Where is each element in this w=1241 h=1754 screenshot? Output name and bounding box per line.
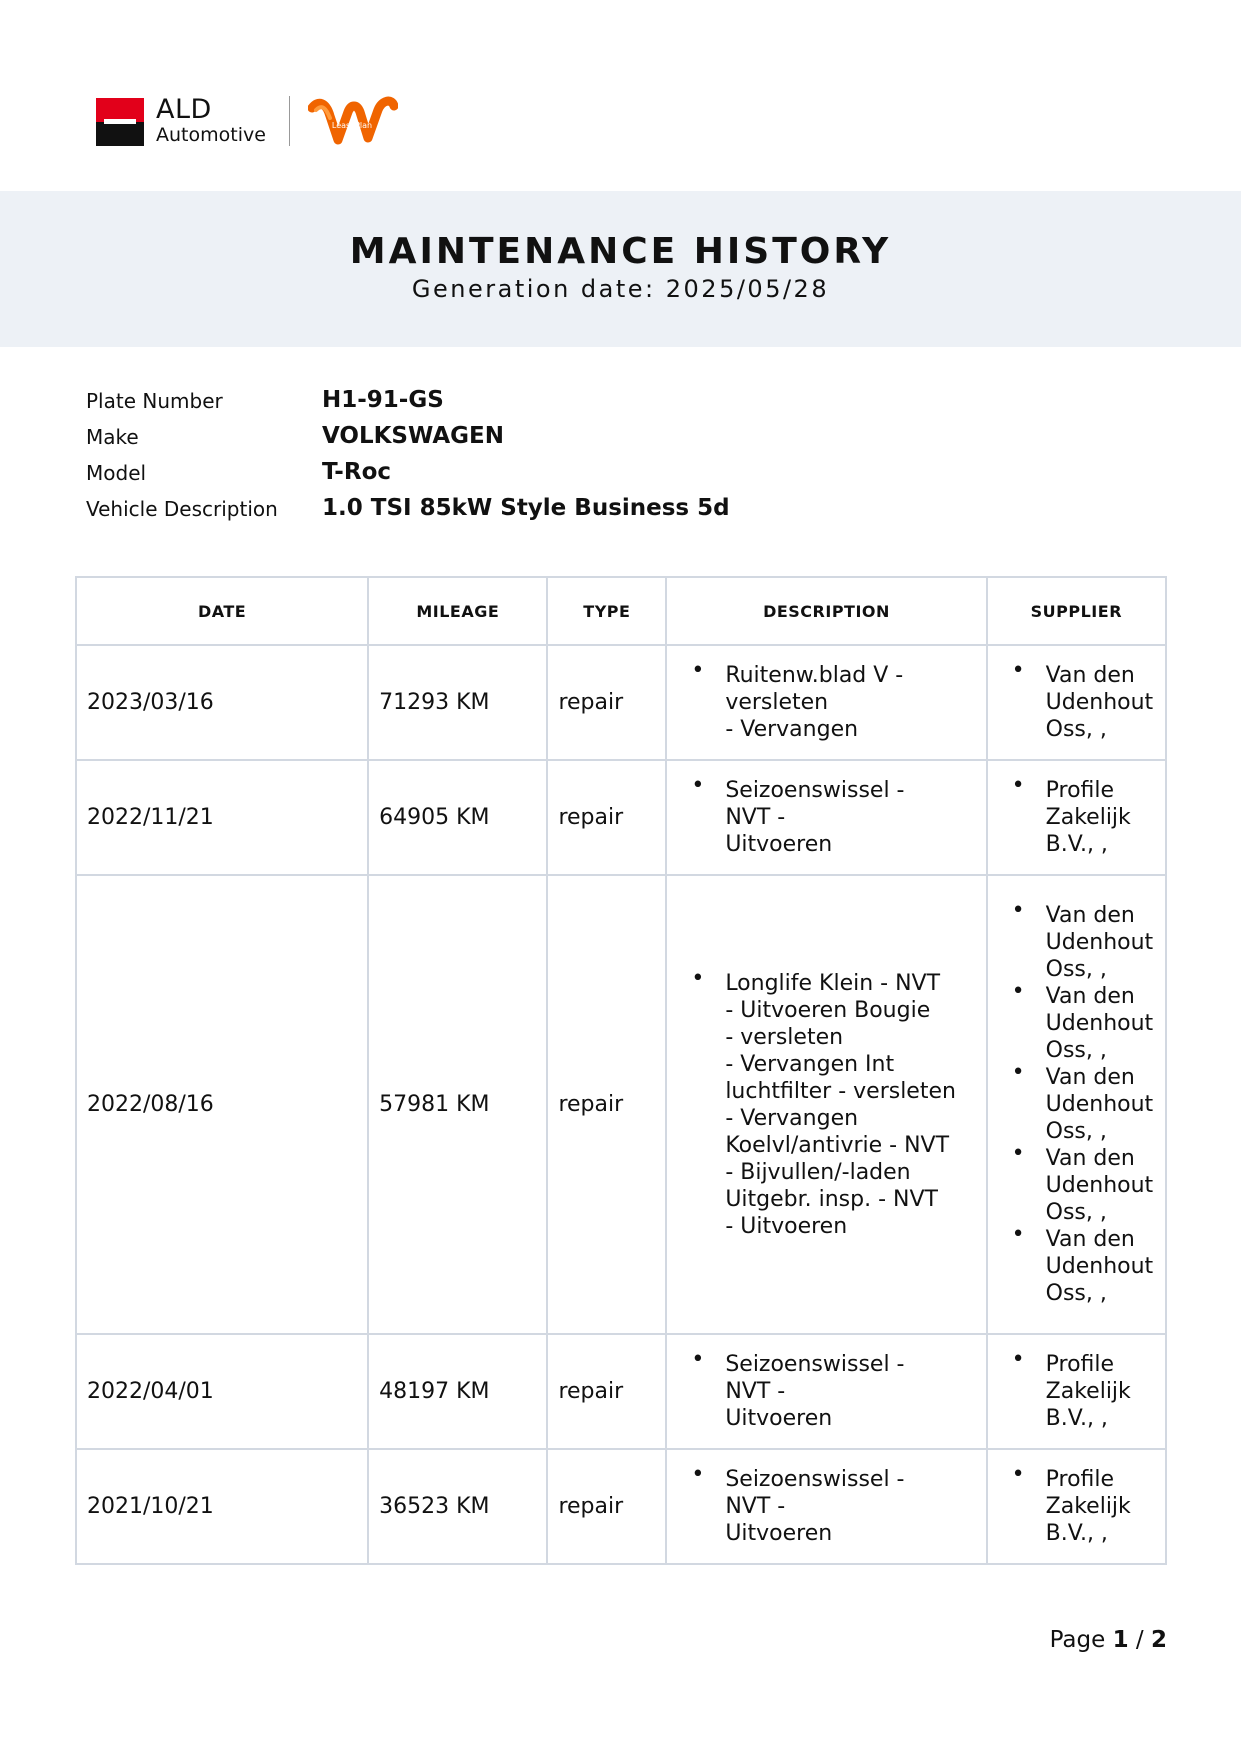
mileage-cell: 64905 KM: [368, 760, 547, 875]
supplier-item: • Van den Udenhout Oss, ,: [1046, 1064, 1155, 1145]
column-header-type: TYPE: [547, 577, 666, 645]
supplier-cell: [987, 1334, 1166, 1449]
page-indicator: [1050, 1627, 1167, 1653]
description-cell: [666, 645, 986, 760]
plate-value: H1-91-GS: [322, 387, 444, 413]
column-header-date: DATE: [76, 577, 368, 645]
supplier-item: • Profile Zakelijk B.V., ,: [1046, 1351, 1155, 1432]
ald-logo-name: ALD: [156, 94, 212, 125]
title-banner: [0, 191, 1241, 347]
description-cell: [666, 1449, 986, 1564]
date-cell: 2022/08/16: [76, 875, 368, 1334]
model-label: Model: [86, 461, 147, 485]
description-cell: [666, 875, 986, 1334]
maintenance-table: [75, 576, 1167, 1565]
date-cell: 2021/10/21: [76, 1449, 368, 1564]
vehicle-description-value: 1.0 TSI 85kW Style Business 5d: [322, 495, 730, 521]
type-cell: repair: [547, 1449, 666, 1564]
leaseplan-logo-icon: [308, 96, 398, 150]
supplier-cell: [987, 1449, 1166, 1564]
table-row: [76, 645, 1166, 760]
page-label: Page: [1049, 1627, 1106, 1653]
total-pages: 2: [1150, 1627, 1167, 1653]
column-header-description: DESCRIPTION: [666, 577, 986, 645]
mileage-cell: 36523 KM: [368, 1449, 547, 1564]
make-label: Make: [86, 425, 139, 449]
column-header-supplier: SUPPLIER: [987, 577, 1166, 645]
supplier-cell: [987, 645, 1166, 760]
current-page: 1: [1112, 1627, 1129, 1653]
generation-date-label: Generation date:: [411, 275, 656, 303]
make-value: VOLKSWAGEN: [322, 423, 504, 449]
supplier-item: • Van den Udenhout Oss, ,: [1046, 902, 1155, 983]
description-cell: [666, 760, 986, 875]
date-cell: 2022/11/21: [76, 760, 368, 875]
supplier-item: • Profile Zakelijk B.V., ,: [1046, 777, 1155, 858]
table-row: [76, 875, 1166, 1334]
ald-logo-subtitle: Automotive: [156, 124, 266, 146]
table-row: [76, 760, 1166, 875]
supplier-item: • Profile Zakelijk B.V., ,: [1046, 1466, 1155, 1547]
supplier-item: • Van den Udenhout Oss, ,: [1046, 1226, 1155, 1307]
page-separator: /: [1135, 1627, 1144, 1653]
logo-divider: [289, 96, 290, 146]
ald-logo-text: [156, 96, 266, 145]
description-cell: [666, 1334, 986, 1449]
table-row: [76, 1449, 1166, 1564]
table-row: [76, 1334, 1166, 1449]
description-item: • Ruitenw.blad V - versleten - Vervangen: [725, 662, 975, 743]
mileage-cell: 48197 KM: [368, 1334, 547, 1449]
ald-logo-mark: [96, 98, 144, 146]
supplier-item: • Van den Udenhout Oss, ,: [1046, 662, 1155, 743]
description-item: • Seizoenswissel - NVT - Uitvoeren: [725, 1466, 975, 1547]
generation-date-value: 2025/05/28: [665, 275, 830, 303]
type-cell: repair: [547, 760, 666, 875]
type-cell: repair: [547, 645, 666, 760]
supplier-item: • Van den Udenhout Oss, ,: [1046, 983, 1155, 1064]
date-cell: 2023/03/16: [76, 645, 368, 760]
description-item: • Seizoenswissel - NVT - Uitvoeren: [725, 1351, 975, 1432]
table-header-row: [76, 577, 1166, 645]
model-value: T-Roc: [322, 459, 391, 485]
supplier-cell: [987, 760, 1166, 875]
mileage-cell: 57981 KM: [368, 875, 547, 1334]
logo-area: [96, 96, 416, 152]
column-header-mileage: MILEAGE: [368, 577, 547, 645]
leaseplan-logo-text: LeasePlan: [331, 121, 373, 130]
type-cell: repair: [547, 1334, 666, 1449]
mileage-cell: 71293 KM: [368, 645, 547, 760]
type-cell: repair: [547, 875, 666, 1334]
description-item: • Longlife Klein - NVT - Uitvoeren Bougie - versleten - Vervangen Int luchtfilter - versleten - Vervangen Koelvl/antivrie - NVT - Bijvullen/-laden Uitgebr. insp. - NVT - Uitvoeren: [725, 970, 975, 1240]
date-cell: 2022/04/01: [76, 1334, 368, 1449]
supplier-cell: [987, 875, 1166, 1334]
page-title: MAINTENANCE HISTORY: [349, 231, 892, 272]
vehicle-description-label: Vehicle Description: [86, 497, 278, 521]
supplier-item: • Van den Udenhout Oss, ,: [1046, 1145, 1155, 1226]
description-item: • Seizoenswissel - NVT - Uitvoeren: [725, 777, 975, 858]
plate-label: Plate Number: [86, 389, 223, 413]
generation-date: [0, 275, 1241, 303]
